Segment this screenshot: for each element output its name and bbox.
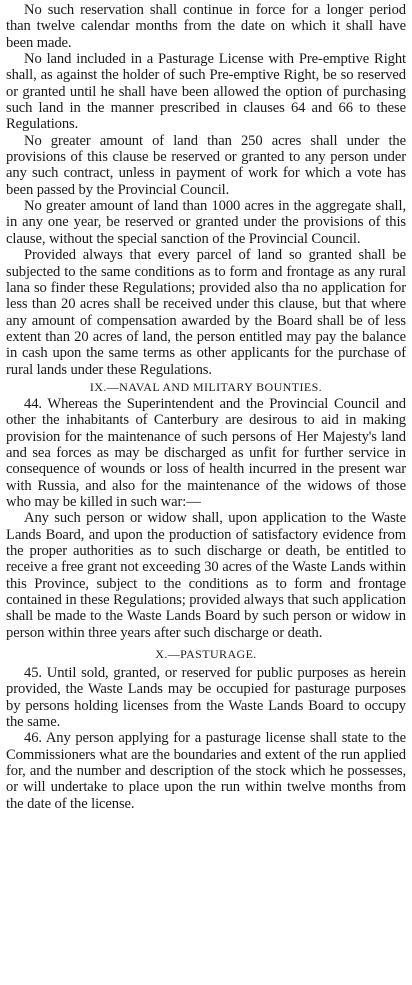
section-heading-naval-military-bounties: IX.—NAVAL AND MILITARY BOUNTIES.	[89, 379, 323, 394]
paragraph-reservation-duration: No such reservation shall continue in force for a longer period than twelve calendar months from the date on which it shall have been made.	[6, 2, 406, 51]
paragraph-pre-emptive-right: No land included in a Pasturage License with Pre-emptive Right shall, as against the holder of such Pre-emptive Right, be so reserved or granted until he shall have been allowed the option of purchasing such land in the manner prescribed in clauses 64 and 66 to these Regulations.	[6, 51, 406, 133]
paragraph-proviso-form-frontage: Provided always that every parcel of land so granted shall be subjected to the same conditions as to form and frontage as any rural lana so finder these Regulations; provided also tha no application for less than 20 acres shall be received under this clause, but that where any amount of compensation awarded by the Board shall be of less extent than 20 acres of land, the person entitled may pay the balance in cash upon the same terms as other applicants for the purchase of rural lands under these Regulations.	[6, 247, 406, 378]
paragraph-1000-acres-limit: No greater amount of land than 1000 acres in the aggregate shall, in any one year, be reserved or granted under the provisions of this clause, without the special sanction of the Provincial Council.	[6, 198, 406, 247]
paragraph-250-acres-limit: No greater amount of land than 250 acres shall under the provisions of this clause be reserved or granted to any person under any such contract, unless in payment of work for which a vote has been passed by the Provincial Council.	[6, 132, 406, 198]
paragraph-free-grant: Any such person or widow shall, upon application to the Waste Lands Board, and upon the production of satisfactory evidence from the proper authorities as to such discharge or death, be entitled to receive a free grant not exceeding 30 acres of the Waste Lands within this Province, subject to the conditions as to form and frontage contained in these Regulations; provided always that such application shall be made to the Waste Lands Board by such person or widow in person within three years after such discharge or death.	[6, 510, 407, 641]
section-heading-pasturage: X.—PASTURAGE.	[155, 647, 257, 662]
paragraph-clause-46: 46. Any person applying for a pasturage license shall state to the Commissioners what are the boundaries and extent of the run applied for, and the number and description of the stock which he possesses, or will undertake to place upon the run within twelve months from the date of the license.	[6, 730, 406, 812]
paragraph-clause-44: 44. Whereas the Superintendent and the Provincial Council and other the inhabitants of Canterbury are desirous to aid in making provision for the maintenance of such persons of Her Majesty's land and sea forces as may be discharged as unfit for further service in consequence of wounds or loss of health incurred in the present war with Russia, and also for the maintenance of the widows of those who may be killed in such war:—	[6, 395, 406, 510]
paragraph-clause-45: 45. Until sold, granted, or reserved for public purposes as herein provided, the Waste Lands may be occupied for pasturage purposes by persons holding licenses from the Waste Lands Board to occupy the same.	[6, 665, 406, 731]
